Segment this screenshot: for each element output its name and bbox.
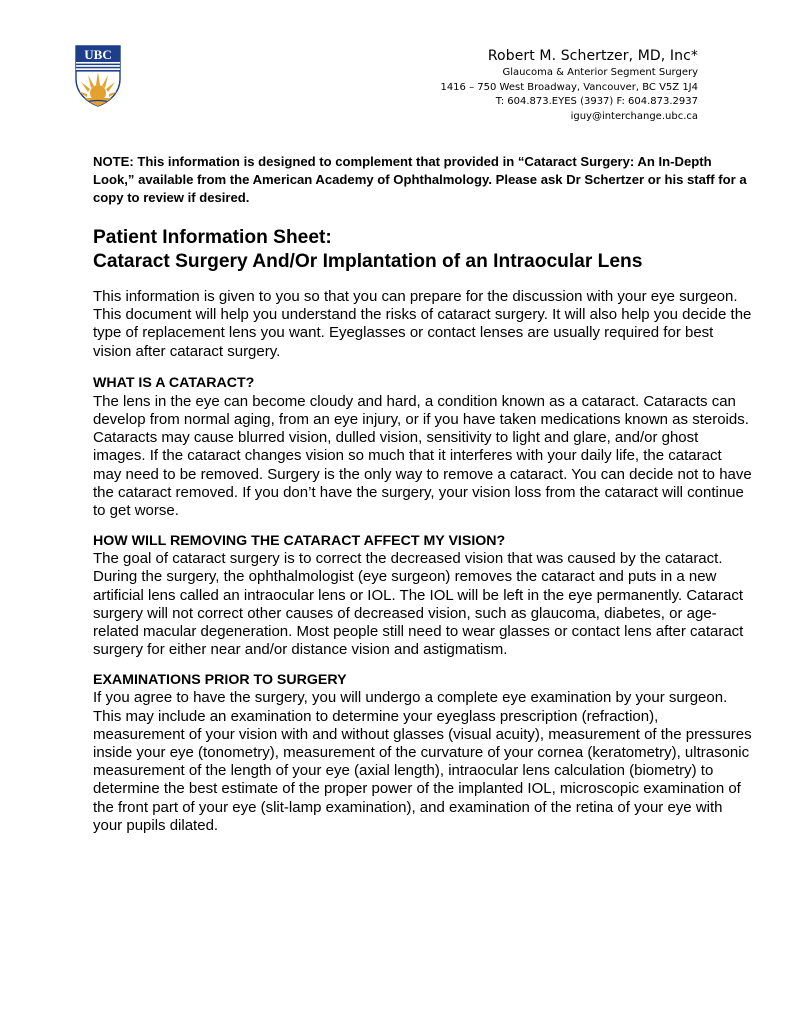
section-heading-vision-effect: HOW WILL REMOVING THE CATARACT AFFECT MY VISION? <box>93 533 506 550</box>
section-body-vision-effect: The goal of cataract surgery is to correct the decreased vision that was caused by the cataract. During the surgery, the ophthalmologist (eye surgeon) removes the cataract and puts in a new artificial lens called an intraocular lens or IOL. The IOL will be left in the eye permanently. Cataract surgery will not correct other causes of decreased vision, such as glaucoma, diabetes, or age-related macular degeneration. Most people still need to wear glasses or contact lens after cataract surgery for either near and/or distance vision and astigmatism. <box>93 550 744 659</box>
section-body-examinations: If you agree to have the surgery, you will undergo a complete eye examination by your surgeon. This may include an examination to determine your eyeglass prescription (refraction), measurement of your vision with and without glasses (visual acuity), measurement of the pressures inside your eye (tonometry), measurement of the curvature of your cornea (keratometry), ultrasonic measurement of the length of your eye (axial length), intraocular lens calculation (biometry) to determine the best estimate of the proper power of the implanted IOL, microscopic examination of the front part of your eye (slit-lamp examination), and examination of the retina of your eye with your pupils dilated. <box>93 689 752 834</box>
section-body-what-is-cataract: The lens in the eye can become cloudy and hard, a condition known as a cataract. Cataracts can develop from normal aging, from an eye injury, or if you have taken medications known as steroids. Cataracts may cause blurred vision, dulled vision, sensitivity to light and glare, and/or ghost images. If the cataract changes vision so much that it interferes with your daily life, the cataract may need to be removed. Surgery is the only way to remove a cataract. You can decide not to have the cataract removed. If you don’t have the surgery, your vision loss from the cataract will continue to get worse. <box>93 392 752 520</box>
email: iguy@interchange.ubc.ca <box>570 110 698 122</box>
ubc-logo <box>75 45 121 107</box>
section-heading-what-is-cataract: WHAT IS A CATARACT? <box>93 374 255 391</box>
document-body <box>93 153 753 835</box>
title-line-2: Cataract Surgery And/Or Implantation of an Intraocular Lens <box>93 251 643 272</box>
note-paragraph: NOTE: This information is designed to complement that provided in “Cataract Surgery: An In-Depth Look,” available from the American Academy of Ophthalmology. Please ask Dr Schertzer or his staff for a copy to review if desired. <box>93 154 747 205</box>
specialty: Glaucoma & Anterior Segment Surgery <box>502 67 698 78</box>
title-line-1: Patient Information Sheet: <box>93 227 332 248</box>
phone-fax: T: 604.873.EYES (3937) F: 604.873.2937 <box>495 96 698 107</box>
svg-text:UBC: UBC <box>84 47 112 62</box>
doctor-name: Robert M. Schertzer, MD, Inc* <box>487 48 698 64</box>
section-heading-examinations: EXAMINATIONS PRIOR TO SURGERY <box>93 672 347 689</box>
intro-paragraph: This information is given to you so that you can prepare for the discussion with your eye surgeon. This document will help you understand the risks of cataract surgery. It will also help you decide the type of replacement lens you want. Eyeglasses or contact lenses are usually required for best vision after cataract surgery. <box>93 288 752 360</box>
letterhead <box>440 46 698 124</box>
address: 1416 – 750 West Broadway, Vancouver, BC V5Z 1J4 <box>440 81 698 93</box>
page-title <box>93 226 753 274</box>
